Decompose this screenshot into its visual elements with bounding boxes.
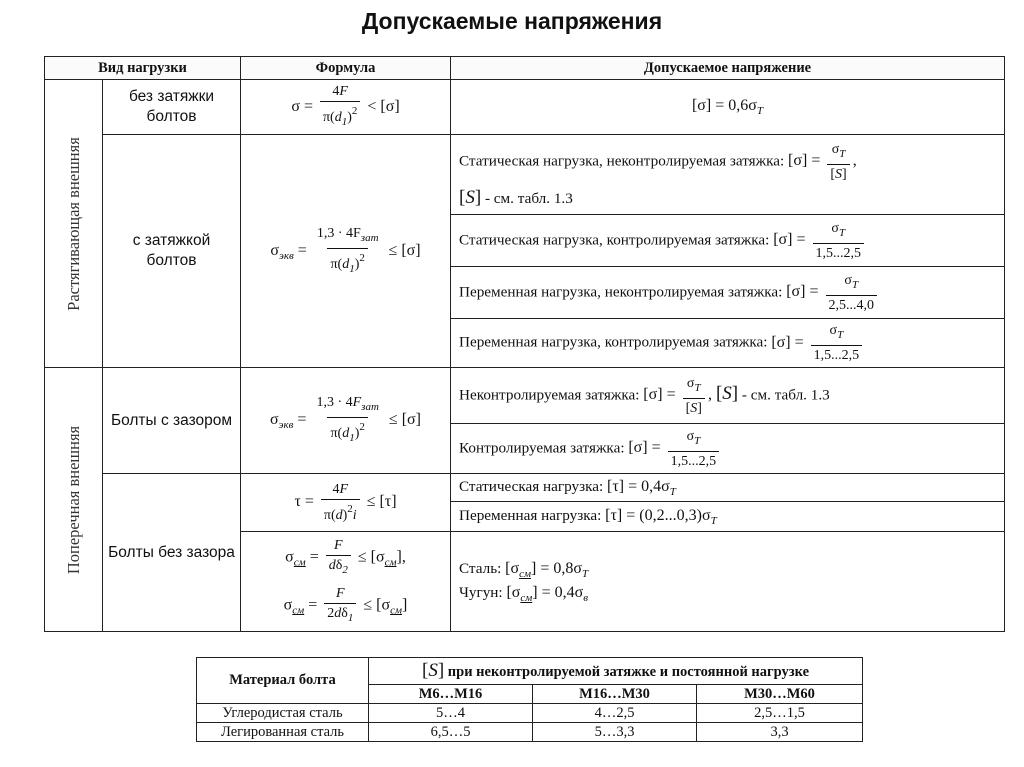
formula-shear-stress: τ = $\frac{4F}{\pi(d)^2i}$ ≤ [τ] (241, 474, 451, 532)
header-load-type: Вид нагрузки (45, 57, 241, 80)
header-material: Материал болта (197, 658, 369, 704)
material-cell: Углеродистая сталь (197, 704, 369, 723)
allowable-no-tightening: $[\sigma] = 0,6\sigma_T$ (451, 80, 1005, 135)
formula-no-tightening: σ = $\frac{4F}{\pi(d_1)^2}$ < [σ] (241, 80, 451, 135)
allowable-variable-controlled: Переменная нагрузка, контролируемая затяжка: [σ] = $\frac{\sigma_T}{1,5...2,5}$ (451, 319, 1005, 368)
material-cell: Легированная сталь (197, 723, 369, 742)
table-row (45, 135, 1005, 215)
allowable-static-controlled: Статическая нагрузка, контролируемая затяжка: [σ] = $\frac{\sigma_T}{1,5...2,5}$ (451, 215, 1005, 267)
case-no-tightening: без затяжки болтов (103, 80, 241, 135)
header-safety-factor: [S] при неконтролируемой затяжке и постоянной нагрузке (369, 658, 863, 685)
case-with-tightening: с затяжкой болтов (103, 135, 241, 368)
allowable-shear-variable: Переменная нагрузка: $[\tau] = (0,2...0,3)\sigma_T$ (451, 502, 1005, 532)
header-size-1: М6…М16 (369, 685, 533, 704)
allowable-gap-uncontrolled: Неконтролируемая затяжка: [σ] = $\frac{\sigma_T}{[S]}$ , [S] - см. табл. 1.3 (451, 368, 1005, 424)
value-cell: 2,5…1,5 (697, 704, 863, 723)
allowable-bearing: Сталь: $[\sigma_{см}] = 0,8\sigma_T$ Чугун: $[\sigma_{см}] = 0,4\sigma_в$ (451, 532, 1005, 632)
allowable-shear-static: Статическая нагрузка: $[\tau] = 0,4\sigma_T$ (451, 474, 1005, 502)
header-size-2: М16…М30 (533, 685, 697, 704)
formula-bolts-gap: $\sigma_{экв}$ = $\frac{1,3 \cdot 4F_{зат}}{\pi(d_1)^2}$ ≤ [σ] (241, 368, 451, 474)
allowable-variable-uncontrolled: Переменная нагрузка, неконтролируемая затяжка: [σ] = $\frac{\sigma_T}{2,5...4,0}$ (451, 267, 1005, 319)
group-shear: Поперечная внешняя (45, 368, 103, 632)
formula-with-tightening: $\sigma_{экв}$ = $\frac{1,3 \cdot 4F_{зат}}{\pi(d_1)^2}$ ≤ [σ] (241, 135, 451, 368)
formula-bearing-stress: $\sigma_{см}$ = $\frac{F}{d\delta_2}$ ≤ $[\sigma_{см}]$, $\sigma_{см}$ = $\frac{F}{2d\delta_1}$ ≤ $[\sigma_{см}]$ (241, 532, 451, 632)
value-cell: 5…3,3 (533, 723, 697, 742)
value-cell: 4…2,5 (533, 704, 697, 723)
table-row (197, 723, 863, 742)
safety-factor-table (196, 657, 863, 742)
table-row (45, 474, 1005, 502)
value-cell: 3,3 (697, 723, 863, 742)
header-size-3: М30…М60 (697, 685, 863, 704)
allowable-stress-table (44, 56, 1005, 632)
case-bolts-nogap: Болты без зазора (103, 474, 241, 632)
header-formula: Формула (241, 57, 451, 80)
table-row (197, 658, 863, 685)
page-title: Допускаемые напряжения (361, 8, 663, 34)
group-tension: Растягивающая внешняя (45, 80, 103, 368)
table-header-row (45, 57, 1005, 80)
table-row (197, 704, 863, 723)
value-cell: 6,5…5 (369, 723, 533, 742)
value-cell: 5…4 (369, 704, 533, 723)
allowable-gap-controlled: Контролируемая затяжка: [σ] = $\frac{\sigma_T}{1,5...2,5}$ (451, 424, 1005, 474)
header-allowable: Допускаемое напряжение (451, 57, 1005, 80)
table-row (45, 80, 1005, 135)
allowable-static-uncontrolled: Статическая нагрузка, неконтролируемая затяжка: [σ] = $\frac{\sigma_T}{[S]}$ , [S] - см. табл. 1.3 (451, 135, 1005, 215)
case-bolts-gap: Болты с зазором (103, 368, 241, 474)
table-row (45, 368, 1005, 424)
